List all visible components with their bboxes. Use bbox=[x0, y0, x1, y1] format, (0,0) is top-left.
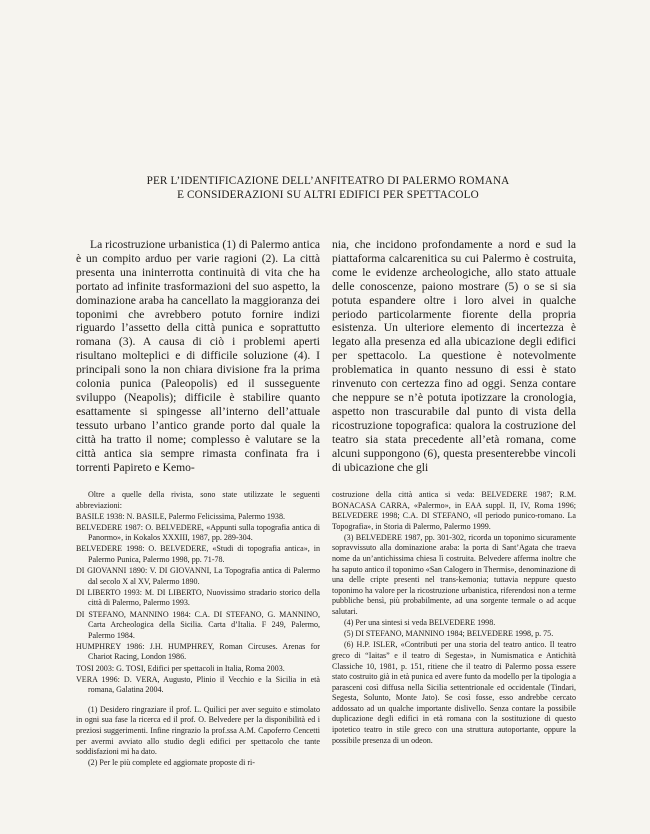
footnote-6: (6) H.P. ISLER, «Contributi per una storia del teatro antico. Il teatro greco di “Iaitas” e il teatro di Segesta», in Numismatica e Antichità Classiche 10, 1981, p. 151, ritiene che il teatro di Palermo possa essere stato costruito già in età punica ed avere funto da modello per la tipologia a parasceni così diffusa nella Sicilia settentrionale ed occidentale (Tindari, Segesta, Solunto, Monte Jato). Se così fosse, esso andrebbe cercato addossato ad un qualche importante dislivello. Senza contare la possibile duplicazione degli edifici in età romana con la sostituzione di questo ipotetico teatro in stile greco con una struttura autoportante, oppure la possibile presenza di un odeon. bbox=[332, 640, 576, 745]
title-line-1: PER L’IDENTIFICAZIONE DELL’ANFITEATRO DI PALERMO ROMANA bbox=[146, 175, 510, 187]
footnote-4: (4) Per una sintesi si veda BELVEDERE 1998. bbox=[344, 618, 496, 628]
ref-vera-1996: VERA 1996: D. VERA, Augusto, Plinio il Vecchio e la Sicilia in età romana, Galatina 2004. bbox=[76, 674, 320, 695]
footnotes-right bbox=[332, 490, 576, 747]
ref-di-giovanni-1890: DI GIOVANNI 1890: V. DI GIOVANNI, La Topografia antica di Palermo dal secolo X al XV, Palermo 1890. bbox=[76, 566, 320, 586]
body-paragraph-right: nia, che incidono profondamente a nord e sud la piattaforma calcarenitica su cui Palermo è costruita, come le evidenze archeologiche, allo stato attuale delle conoscenze, paiono mostrare (5) o se si sia potuta espandere oltre i loro alvei in qualche periodo particolarmente fiorente della propria esistenza. Un ulteriore elemento di incertezza è legato alla presenza ed alla ubicazione degli edifici per spettacolo. La questione è notevolmente problematica in quanto nessuno di essi è stato rinvenuto con certezza fino ad oggi. Senza contare che neppure se n’è potuta ipotizzare la cronologia, aspetto non trascurabile dal punto di vista della ricostruzione topografica: qualora la costruzione del teatro sia stata precedente all’età romana, come alcuni suppongono (6), questa presenterebbe vincoli di ubicazione che gli bbox=[332, 238, 576, 474]
ref-tosi-2003: TOSI 2003: G. TOSI, Edifici per spettacoli in Italia, Roma 2003. bbox=[76, 663, 285, 673]
ref-belvedere-1998: BELVEDERE 1998: O. BELVEDERE, «Studi di topografia antica», in Palermo Punica, Palermo 1998, pp. 71-78. bbox=[76, 544, 320, 565]
footnote-3: (3) BELVEDERE 1987, pp. 301-302, ricorda un toponimo sicuramente sopravvissuto alla dominazione araba: la porta di Sant’Agata che traeva nome da un’antichissima chiesa lì costruita. Belvedere afferma inoltre che ha saputo antico il toponimo «San Calogero in Thermis», denominazione di una delle cripte presenti nel trans-kemonia; tuttavia neppure questo toponimo ha valore per la ricostruzione urbanistica, riferendosi non a terme pubbliche bensì, più probabilmente, ad una sorgente termale o ad acque salutari. bbox=[332, 532, 576, 617]
body-paragraph-left: La ricostruzione urbanistica (1) di Palermo antica è un compito arduo per varie ragioni (2). La città presenta una ininterrotta continuità di vita che ha portato ad infinite trasformazioni del suo aspetto, la dominazione araba ha cancellato la maggioranza dei toponimi che avrebbero potuto fornire indizi riguardo l’assetto della città punica e soprattutto romana (3). A causa di ciò i problemi aperti risultano molteplici e di difficile soluzione (4). I principali sono la non chiara divisione fra la prima colonia punica (Paleopolis) ed il susseguente sviluppo (Neapolis); difficile è stabilire quanto esattamente si spingesse all’interno dell’attuale tessuto urbano l’antico grande porto dal quale la città ha tratto il nome; complesso è valutare se la città antica sia sempre rimasta confinata fra i torrenti Papireto e Kemo- bbox=[76, 238, 320, 474]
footnote-2-continued: costruzione della città antica si veda: BELVEDERE 1987; R.M. BONACASA CARRA, «Palermo», in EAA suppl. II, IV, Roma 1996; BELVEDERE 1998; C.A. DI STEFANO, «Il periodo punico-romano. La Topografia», in Storia di Palermo, Palermo 1999. bbox=[332, 490, 576, 531]
title-line-2: E CONSIDERAZIONI SU ALTRI EDIFICI PER SPETTACOLO bbox=[177, 189, 479, 201]
ref-di-stefano-mannino-1984: DI STEFANO, MANNINO 1984: C.A. DI STEFANO, G. MANNINO, Carta Archeologica della Sicilia. Carta d’Italia. F 249, Palermo, Palermo 1984. bbox=[76, 609, 320, 640]
ref-basile-1938: BASILE 1938: N. BASILE, Palermo Felicissima, Palermo 1938. bbox=[76, 511, 285, 521]
abbreviations-intro: Oltre a quelle della rivista, sono state utilizzate le seguenti abbreviazioni: bbox=[76, 490, 320, 510]
body-column-right bbox=[332, 238, 576, 474]
footnotes-left bbox=[76, 490, 320, 769]
footnote-5: (5) DI STEFANO, MANNINO 1984; BELVEDERE 1998, p. 75. bbox=[344, 629, 554, 639]
footnote-1: (1) Desidero ringraziare il prof. L. Quilici per aver seguito e stimolato in ogni sua fase la ricerca ed il prof. O. Belvedere per la disponibilità ed i preziosi suggerimenti. Infine ringrazio la prof.ssa A.M. Capoferro Cencetti per avermi avviato allo studio degli edifici per spettacolo che tante soddisfazioni mi ha dato. bbox=[76, 704, 320, 757]
body-column-left bbox=[76, 238, 320, 474]
article-title bbox=[60, 174, 596, 202]
footnote-2: (2) Per le più complete ed aggiornate proposte di ri- bbox=[88, 758, 255, 768]
ref-humphrey-1986: HUMPHREY 1986: J.H. HUMPHREY, Roman Circuses. Arenas for Chariot Racing, London 1986. bbox=[76, 641, 320, 662]
ref-belvedere-1987: BELVEDERE 1987: O. BELVEDERE, «Appunti sulla topografia antica di Panormo», in Kokalos XXXIII, 1987, pp. 289-304. bbox=[76, 522, 320, 543]
ref-di-liberto-1993: DI LIBERTO 1993: M. DI LIBERTO, Nuovissimo stradario storico della città di Palermo, Palermo 1993. bbox=[76, 587, 320, 608]
